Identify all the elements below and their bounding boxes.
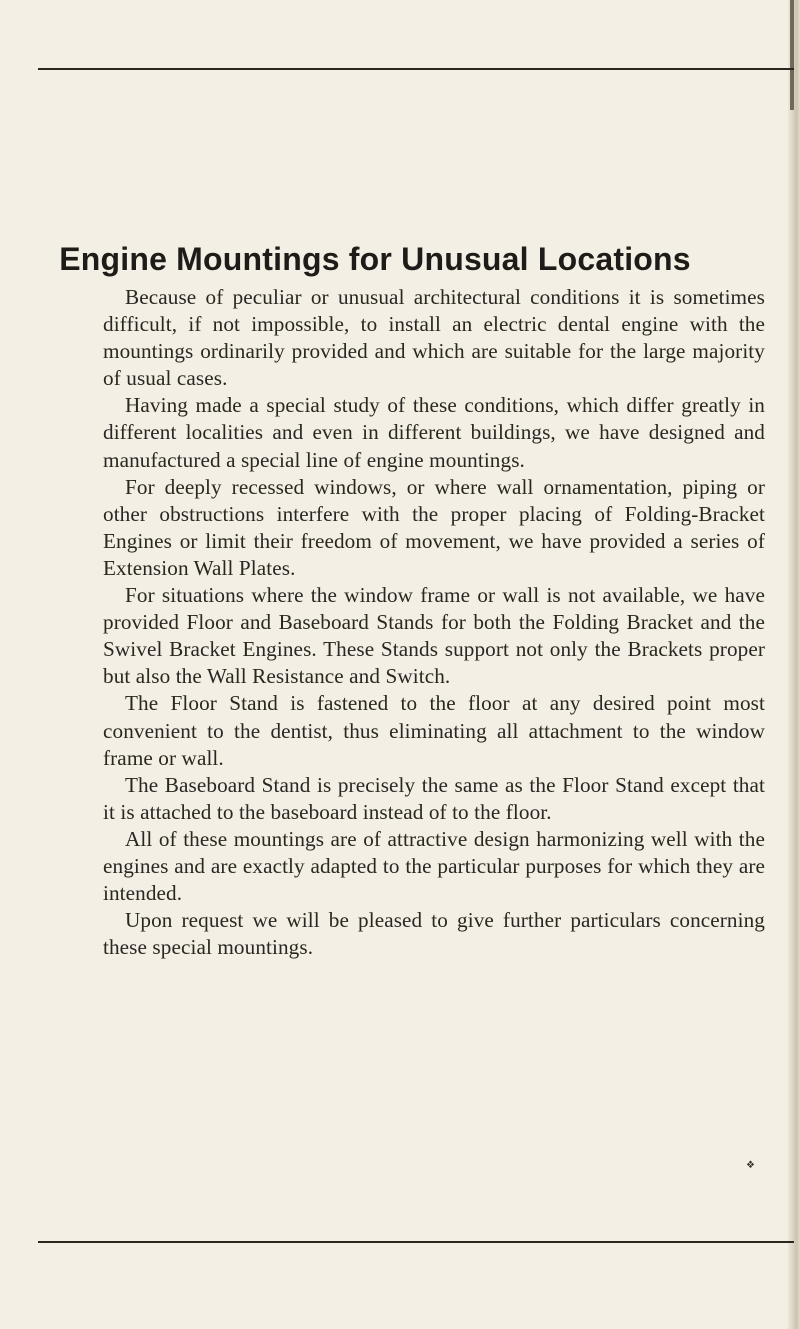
paragraph-8: Upon request we will be pleased to give further particulars concerning these special mountings. (103, 908, 765, 960)
binding-shadow (790, 0, 794, 110)
page-edge (788, 0, 800, 1329)
body-text (103, 284, 765, 961)
paragraph-3: For deeply recessed windows, or where wall ornamentation, piping or other obstructions interfere with the proper placing of Folding-Bracket Engines or limit their freedom of movement, we have provided a series of Extension Wall Plates. (103, 474, 765, 580)
printer-ornament-icon: ❖ (746, 1160, 755, 1171)
top-rule (38, 68, 794, 70)
paragraph-7: All of these mountings are of attractive design harmonizing well with the engines and are exactly adapted to the particular purposes for which they are intended. (103, 826, 765, 906)
page-title: Engine Mountings for Unusual Locations (59, 241, 691, 277)
paragraph-6: The Baseboard Stand is precisely the same as the Floor Stand except that it is attached to the baseboard instead of to the floor. (103, 772, 765, 824)
paragraph-4: For situations where the window frame or wall is not available, we have provided Floor and Baseboard Stands for both the Folding Bracket and the Swivel Bracket Engines. These Stands support not only the Brackets proper but also the Wall Resistance and Switch. (103, 583, 765, 689)
paragraph-1: Because of peculiar or unusual architectural conditions it is sometimes difficult, if not impossible, to install an electric dental engine with the mountings ordinarily provided and which are suitable for the large majority of usual cases. (103, 285, 765, 391)
bottom-rule (38, 1241, 794, 1243)
paragraph-5: The Floor Stand is fastened to the floor at any desired point most convenient to the dentist, thus eliminating all attachment to the window frame or wall. (103, 691, 765, 770)
paragraph-2: Having made a special study of these conditions, which differ greatly in different localities and even in different buildings, we have designed and manufactured a special line of engine mountings. (103, 393, 765, 472)
